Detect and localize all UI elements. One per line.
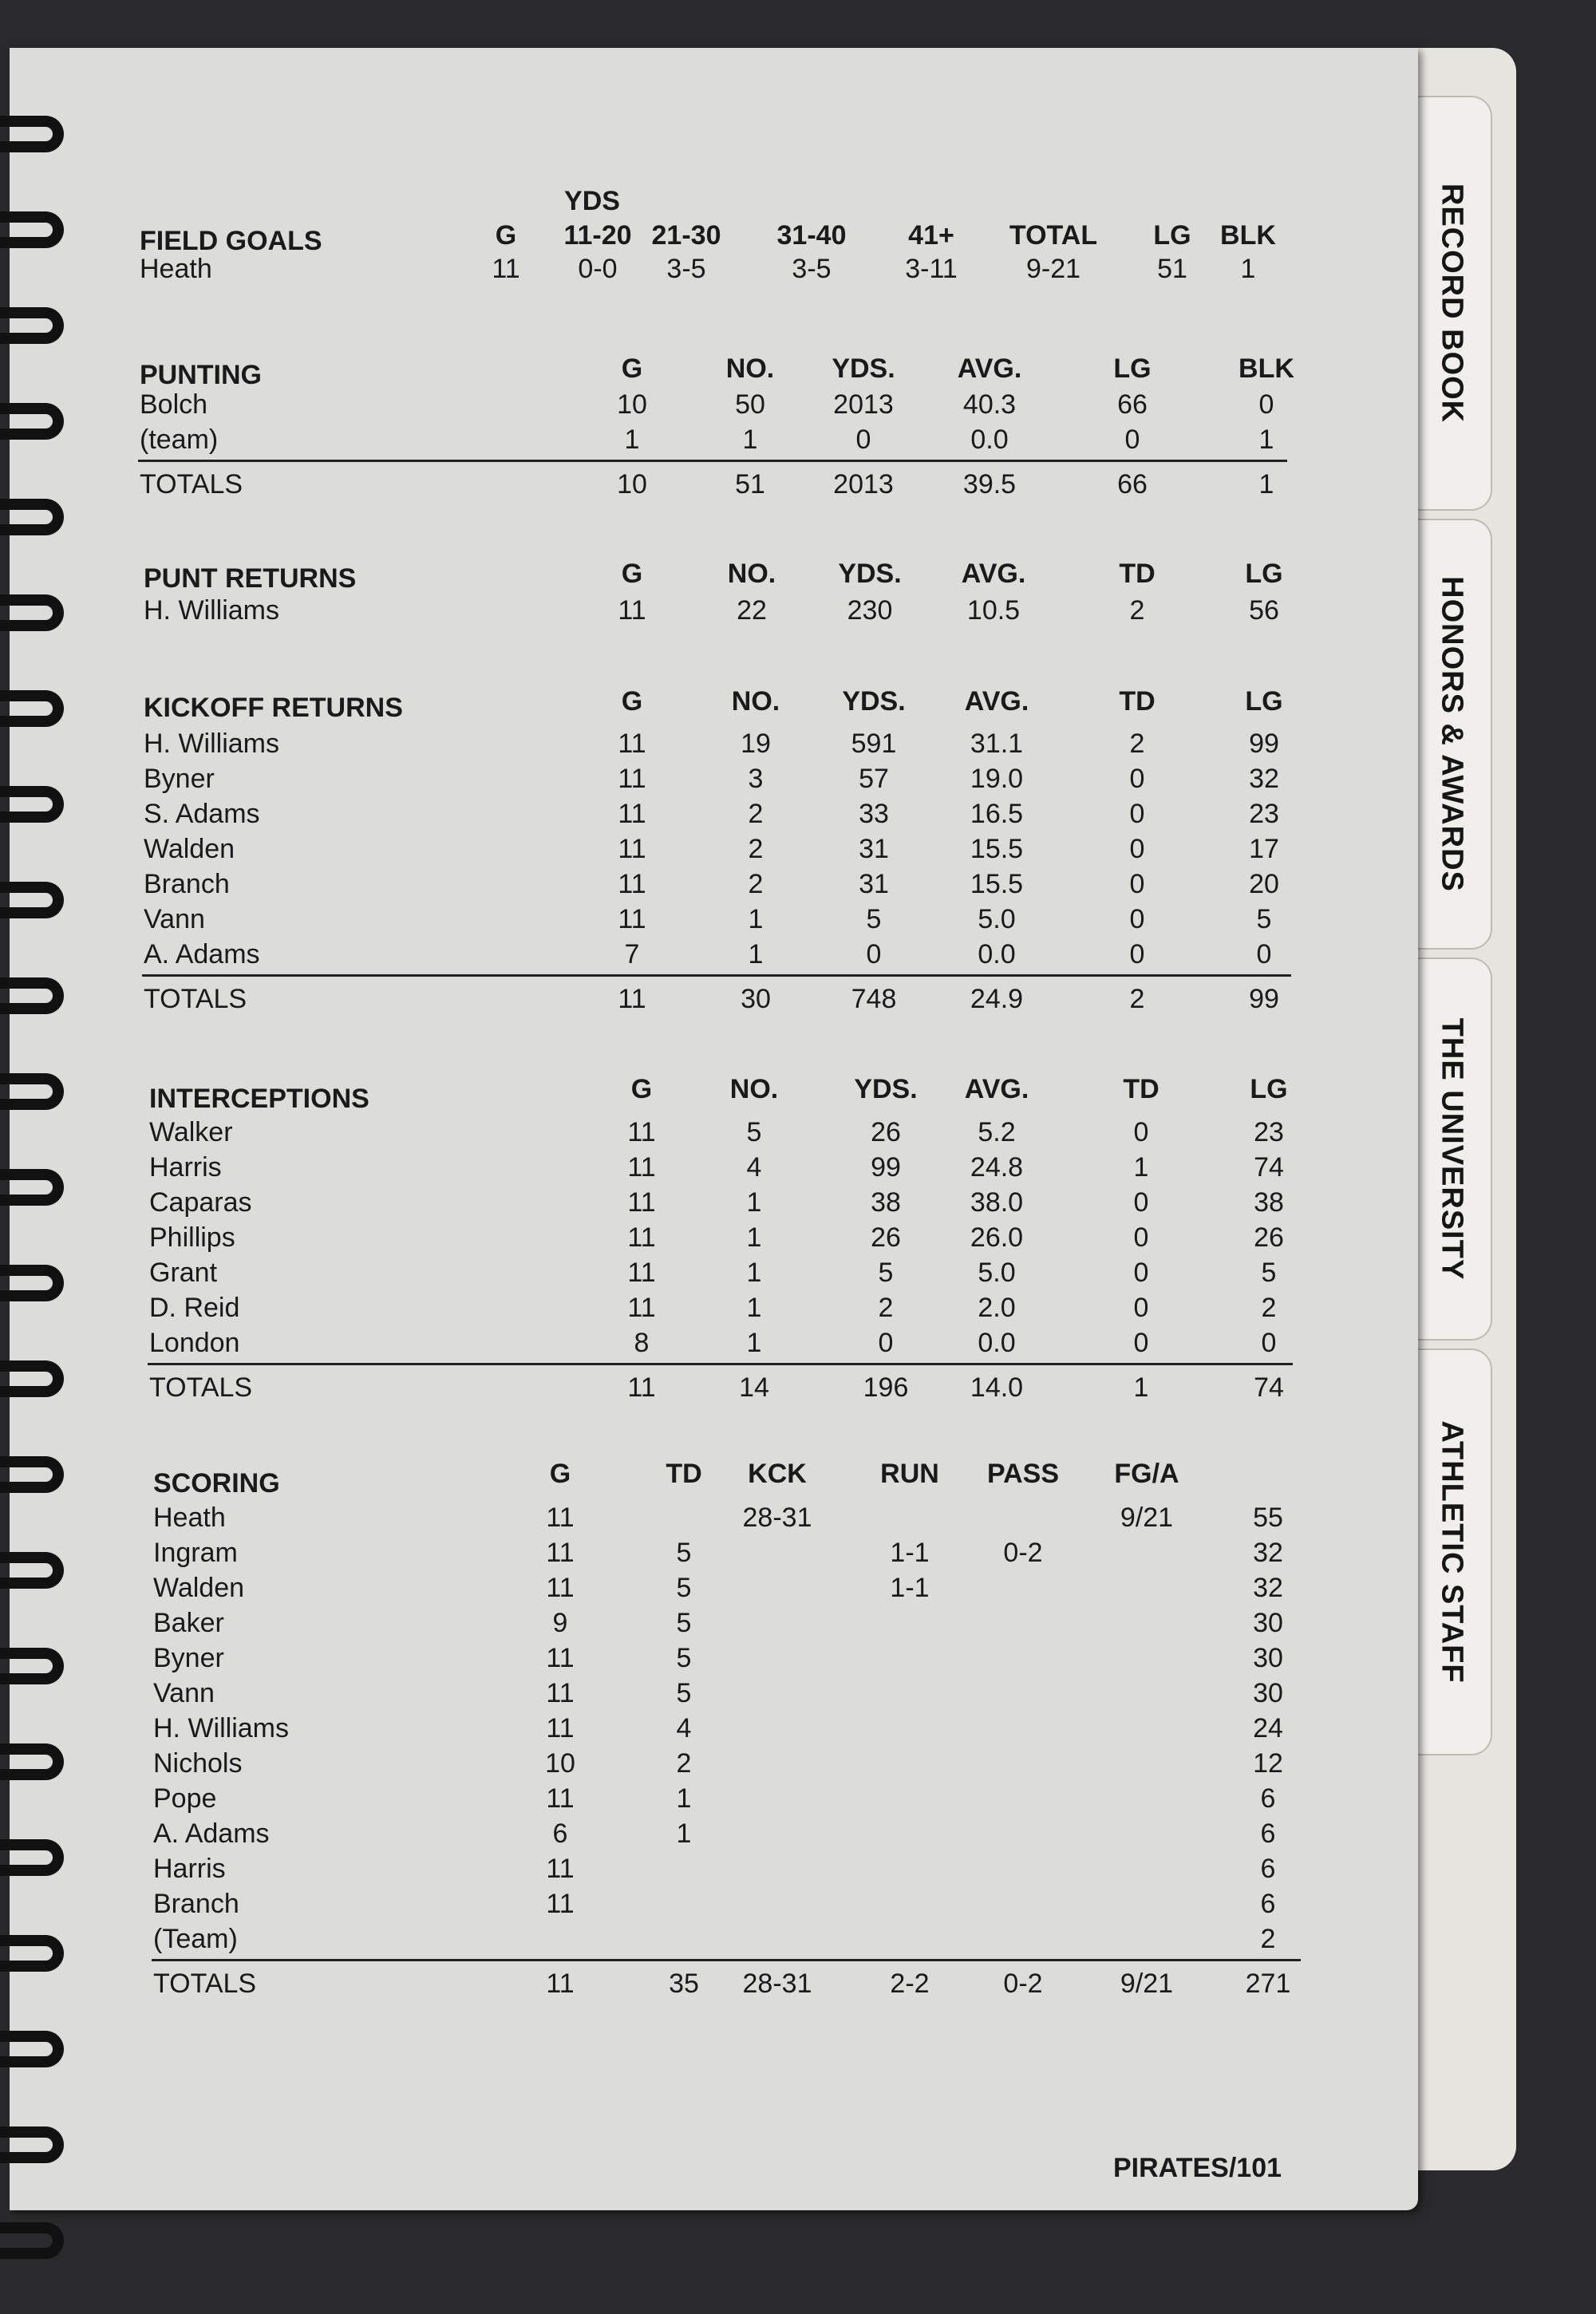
- kickoff_returns-cell: 7: [624, 939, 640, 969]
- interceptions-cell: 26: [871, 1222, 901, 1253]
- tab-the-university[interactable]: [1412, 958, 1492, 1341]
- kickoff_returns-cell: 15.5: [970, 869, 1024, 899]
- kickoff_returns-cell: 11: [618, 834, 646, 864]
- punting-cell: 1: [742, 424, 758, 455]
- scoring-cell: 11: [546, 1678, 575, 1708]
- kickoff_returns-cell: 19.0: [970, 764, 1024, 794]
- scoring-cell: 32: [1253, 1573, 1283, 1603]
- scoring-row-name: A. Adams: [153, 1818, 270, 1849]
- punting-totals-label: TOTALS: [140, 469, 243, 500]
- scoring-col-header: FG/A: [1114, 1459, 1179, 1489]
- interceptions-cell: 5: [1261, 1258, 1277, 1288]
- punt_returns-cell: 10.5: [966, 595, 1021, 626]
- page-footer: PIRATES/101: [1113, 2153, 1282, 2183]
- scoring-row-name: Heath: [153, 1503, 226, 1533]
- punt_returns-col-header: TD: [1119, 559, 1156, 589]
- scoring-col-header: PASS: [986, 1459, 1060, 1489]
- scoring-cell: 5: [676, 1678, 692, 1708]
- scoring-row-name: Branch: [153, 1889, 239, 1919]
- scoring-cell: 1-1: [890, 1573, 930, 1603]
- scoring-cell: 11: [546, 1643, 575, 1673]
- punt_returns-col-header: LG: [1245, 559, 1283, 589]
- kickoff_returns-cell: 11: [618, 764, 646, 794]
- kickoff_returns-cell: 0: [1129, 904, 1145, 934]
- kickoff_returns-cell: 1: [748, 904, 764, 934]
- interceptions-cell: 11: [627, 1117, 656, 1147]
- interceptions-totals-cell: 74: [1254, 1372, 1284, 1403]
- scoring-cell: 10: [545, 1748, 575, 1779]
- scoring-cell: 5: [676, 1538, 692, 1568]
- scoring-totals-cell: 271: [1245, 1968, 1291, 1999]
- scoring-totals-cell: 11: [546, 1968, 575, 1999]
- field_goals-cell: 3-5: [666, 254, 706, 284]
- kickoff_returns-totals-cell: 11: [618, 984, 646, 1014]
- punting-cell: 0.0: [970, 424, 1009, 455]
- interceptions-cell: 26: [1254, 1222, 1284, 1253]
- scoring-cell: 4: [676, 1713, 692, 1743]
- scoring-row-name: H. Williams: [153, 1713, 289, 1743]
- kickoff_returns-cell: 31: [859, 834, 889, 864]
- interceptions-cell: 74: [1254, 1152, 1284, 1183]
- punting-totals-cell: 10: [617, 469, 647, 500]
- scoring-cell: 11: [546, 1503, 575, 1533]
- binding-ring: [0, 1360, 64, 1397]
- scoring-cell: 12: [1253, 1748, 1283, 1779]
- scoring-cell: 24: [1253, 1713, 1283, 1743]
- interceptions-cell: 0: [1133, 1117, 1149, 1147]
- kickoff_returns-cell: 19: [741, 729, 771, 759]
- kickoff_returns-cell: 2: [748, 869, 764, 899]
- binding-ring: [0, 786, 64, 823]
- scoring-totals-rule: [152, 1959, 1301, 1961]
- kickoff_returns-cell: 31: [859, 869, 889, 899]
- interceptions-cell: 0: [1133, 1187, 1149, 1218]
- interceptions-cell: 1: [746, 1258, 762, 1288]
- kickoff_returns-cell: 11: [618, 869, 646, 899]
- kickoff_returns-totals-cell: 748: [851, 984, 897, 1014]
- scoring-col-header: G: [549, 1459, 571, 1489]
- interceptions-col-header: YDS.: [854, 1074, 918, 1104]
- punt_returns-cell: 230: [847, 595, 893, 626]
- scoring-cell: 1-1: [890, 1538, 930, 1568]
- scoring-cell: 11: [546, 1889, 575, 1919]
- punting-cell: 40.3: [962, 389, 1017, 420]
- tab-label: HONORS & AWARDS: [1435, 576, 1469, 892]
- interceptions-cell: 1: [1133, 1152, 1149, 1183]
- punting-col-header: G: [621, 353, 643, 384]
- binding-ring: [0, 1839, 64, 1876]
- kickoff_returns-cell: 99: [1249, 729, 1279, 759]
- kickoff_returns-cell: 20: [1249, 869, 1279, 899]
- interceptions-cell: 26.0: [970, 1222, 1024, 1253]
- stats-page: [10, 48, 1418, 2210]
- punting-cell: 1: [1258, 424, 1274, 455]
- kickoff_returns-totals-label: TOTALS: [144, 984, 247, 1014]
- scoring-row-name: Byner: [153, 1643, 224, 1673]
- punt_returns-cell: 11: [618, 595, 646, 626]
- scoring-cell: 9/21: [1120, 1503, 1174, 1533]
- interceptions-row-name: Grant: [149, 1258, 218, 1288]
- field_goals-cell: 3-5: [792, 254, 832, 284]
- binding-ring: [0, 1935, 64, 1972]
- field_goals-col-header: 31-40: [776, 220, 847, 251]
- field_goals-cell: 1: [1240, 254, 1256, 284]
- tab-honors-awards[interactable]: [1412, 519, 1492, 950]
- kickoff_returns-cell: 5.0: [978, 904, 1016, 934]
- kickoff_returns-cell: 33: [859, 799, 889, 829]
- field_goals-col-header: 11-20: [563, 220, 632, 251]
- interceptions-cell: 5.0: [978, 1258, 1016, 1288]
- kickoff_returns-cell: 0: [866, 939, 882, 969]
- interceptions-cell: 38: [1254, 1187, 1284, 1218]
- scoring-cell: 55: [1253, 1503, 1283, 1533]
- interceptions-cell: 2: [878, 1293, 894, 1323]
- interceptions-cell: 4: [746, 1152, 762, 1183]
- binding-ring: [0, 1265, 64, 1301]
- tab-label: ATHLETIC STAFF: [1435, 1420, 1469, 1684]
- punting-totals-cell: 51: [735, 469, 765, 500]
- binding-ring: [0, 977, 64, 1014]
- interceptions-totals-cell: 11: [627, 1372, 656, 1403]
- kickoff_returns-row-name: Vann: [144, 904, 205, 934]
- punt_returns-cell: 2: [1129, 595, 1145, 626]
- scoring-row-name: (Team): [153, 1924, 238, 1954]
- scoring-cell: 1: [676, 1783, 692, 1814]
- binding-ring: [0, 594, 64, 631]
- punt_returns-col-header: AVG.: [961, 559, 1026, 589]
- kickoff_returns-cell: 0: [1129, 869, 1145, 899]
- punting-col-header: AVG.: [957, 353, 1022, 384]
- kickoff_returns-cell: 0: [1129, 834, 1145, 864]
- binding-ring: [0, 1552, 64, 1589]
- interceptions-cell: 0: [1133, 1258, 1149, 1288]
- kickoff_returns-cell: 15.5: [970, 834, 1024, 864]
- field_goals-cell: 51: [1157, 254, 1187, 284]
- punt_returns-title: PUNT RETURNS: [144, 563, 357, 594]
- scoring-cell: 6: [552, 1818, 568, 1849]
- interceptions-cell: 11: [627, 1152, 656, 1183]
- scoring-cell: 6: [1260, 1889, 1276, 1919]
- scoring-cell: 5: [676, 1608, 692, 1638]
- kickoff_returns-row-name: H. Williams: [144, 729, 279, 759]
- scoring-cell: 5: [676, 1573, 692, 1603]
- interceptions-cell: 5: [878, 1258, 894, 1288]
- field_goals-cell: 11: [492, 254, 520, 284]
- kickoff_returns-cell: 591: [851, 729, 897, 759]
- kickoff_returns-cell: 5: [866, 904, 882, 934]
- interceptions-title: INTERCEPTIONS: [149, 1084, 369, 1114]
- interceptions-cell: 11: [627, 1222, 656, 1253]
- interceptions-cell: 38.0: [970, 1187, 1024, 1218]
- kickoff_returns-totals-cell: 99: [1249, 984, 1279, 1014]
- kickoff_returns-cell: 0: [1129, 764, 1145, 794]
- punting-col-header: NO.: [725, 353, 775, 384]
- interceptions-cell: 0: [1133, 1293, 1149, 1323]
- punt_returns-col-header: NO.: [727, 559, 776, 589]
- interceptions-cell: 2: [1261, 1293, 1277, 1323]
- interceptions-cell: 0: [1261, 1328, 1277, 1358]
- interceptions-cell: 0.0: [978, 1328, 1016, 1358]
- scoring-cell: 11: [546, 1783, 575, 1814]
- punting-totals-cell: 1: [1258, 469, 1274, 500]
- binding-ring: [0, 882, 64, 918]
- punting-cell: 50: [735, 389, 765, 420]
- field_goals-cell: 3-11: [905, 254, 958, 284]
- punting-col-header: YDS.: [832, 353, 895, 384]
- scoring-row-name: Harris: [153, 1854, 226, 1884]
- kickoff_returns-totals-cell: 24.9: [970, 984, 1024, 1014]
- interceptions-cell: 1: [746, 1222, 762, 1253]
- field_goals-col-header: G: [495, 220, 517, 251]
- interceptions-row-name: Phillips: [149, 1222, 235, 1253]
- field_goals-col-header: 21-30: [651, 220, 721, 251]
- kickoff_returns-totals-cell: 30: [741, 984, 771, 1014]
- interceptions-cell: 1: [746, 1187, 762, 1218]
- field_goals-title: FIELD GOALS: [140, 226, 322, 256]
- kickoff_returns-col-header: LG: [1245, 686, 1283, 717]
- scoring-cell: 28-31: [742, 1503, 812, 1533]
- tab-record-book[interactable]: [1412, 96, 1492, 511]
- interceptions-cell: 11: [627, 1293, 656, 1323]
- interceptions-cell: 23: [1254, 1117, 1284, 1147]
- interceptions-col-header: TD: [1123, 1074, 1159, 1104]
- punt_returns-row-name: H. Williams: [144, 595, 279, 626]
- scoring-cell: 0-2: [1003, 1538, 1043, 1568]
- kickoff_returns-totals-cell: 2: [1129, 984, 1145, 1014]
- kickoff_returns-col-header: YDS.: [842, 686, 906, 717]
- scoring-cell: 30: [1253, 1643, 1283, 1673]
- field_goals-col-header: BLK: [1220, 220, 1276, 251]
- interceptions-totals-cell: 14: [739, 1372, 769, 1403]
- interceptions-cell: 5.2: [978, 1117, 1016, 1147]
- scoring-cell: 32: [1253, 1538, 1283, 1568]
- punting-col-header: BLK: [1238, 353, 1294, 384]
- scoring-totals-cell: 35: [669, 1968, 699, 1999]
- punting-col-header: LG: [1113, 353, 1152, 384]
- binding-ring: [0, 2222, 64, 2259]
- punting-cell: 66: [1117, 389, 1148, 420]
- interceptions-cell: 1: [746, 1328, 762, 1358]
- scoring-row-name: Vann: [153, 1678, 215, 1708]
- kickoff_returns-cell: 2: [748, 799, 764, 829]
- kickoff_returns-title: KICKOFF RETURNS: [144, 693, 403, 723]
- binding-ring: [0, 1456, 64, 1493]
- binding-ring: [0, 2126, 64, 2163]
- kickoff_returns-cell: 0: [1129, 939, 1145, 969]
- punting-totals-cell: 2013: [833, 469, 894, 500]
- interceptions-cell: 5: [746, 1117, 762, 1147]
- kickoff_returns-cell: 5: [1256, 904, 1272, 934]
- scoring-row-name: Baker: [153, 1608, 224, 1638]
- kickoff_returns-row-name: Branch: [144, 869, 230, 899]
- scoring-col-header: TD: [666, 1459, 702, 1489]
- binding-ring: [0, 211, 64, 248]
- binding-ring: [0, 307, 64, 344]
- punting-row-name: (team): [140, 424, 219, 455]
- interceptions-cell: 0: [1133, 1328, 1149, 1358]
- scoring-cell: 6: [1260, 1783, 1276, 1814]
- kickoff_returns-cell: 11: [618, 799, 646, 829]
- scoring-cell: 1: [676, 1818, 692, 1849]
- interceptions-cell: 2.0: [978, 1293, 1016, 1323]
- field_goals-col-header: LG: [1153, 220, 1191, 251]
- field_goals-cell: 0-0: [578, 254, 618, 284]
- interceptions-row-name: Caparas: [149, 1187, 252, 1218]
- scoring-totals-cell: 2-2: [890, 1968, 930, 1999]
- punting-totals-rule: [138, 460, 1287, 462]
- interceptions-totals-label: TOTALS: [149, 1372, 253, 1403]
- binding-ring: [0, 690, 64, 727]
- binding-ring: [0, 1743, 64, 1780]
- kickoff_returns-cell: 17: [1249, 834, 1279, 864]
- scoring-cell: 11: [546, 1713, 575, 1743]
- punting-totals-cell: 66: [1117, 469, 1148, 500]
- scoring-cell: 30: [1253, 1678, 1283, 1708]
- interceptions-totals-cell: 1: [1133, 1372, 1149, 1403]
- scoring-cell: 11: [546, 1854, 575, 1884]
- interceptions-row-name: D. Reid: [149, 1293, 240, 1323]
- scoring-col-header: KCK: [748, 1459, 807, 1489]
- interceptions-totals-cell: 14.0: [970, 1372, 1024, 1403]
- binding-ring: [0, 499, 64, 535]
- kickoff_returns-cell: 11: [618, 904, 646, 934]
- kickoff_returns-col-header: AVG.: [964, 686, 1029, 717]
- punting-row-name: Bolch: [140, 389, 208, 420]
- interceptions-cell: 26: [871, 1117, 901, 1147]
- scoring-cell: 9: [552, 1608, 568, 1638]
- kickoff_returns-col-header: NO.: [731, 686, 780, 717]
- interceptions-cell: 11: [627, 1187, 656, 1218]
- scoring-row-name: Ingram: [153, 1538, 238, 1568]
- scoring-totals-cell: 0-2: [1003, 1968, 1043, 1999]
- scoring-cell: 11: [546, 1573, 575, 1603]
- tab-label: RECORD BOOK: [1435, 183, 1469, 424]
- kickoff_returns-cell: 1: [748, 939, 764, 969]
- interceptions-col-header: NO.: [729, 1074, 779, 1104]
- binding-ring: [0, 1648, 64, 1684]
- kickoff_returns-cell: 0: [1256, 939, 1272, 969]
- punt_returns-col-header: YDS.: [838, 559, 902, 589]
- field_goals-cell: 9-21: [1025, 254, 1081, 284]
- kickoff_returns-cell: 11: [618, 729, 646, 759]
- punting-cell: 10: [617, 389, 647, 420]
- interceptions-cell: 0: [878, 1328, 894, 1358]
- interceptions-row-name: London: [149, 1328, 240, 1358]
- kickoff_returns-col-header: G: [621, 686, 643, 717]
- kickoff_returns-row-name: S. Adams: [144, 799, 260, 829]
- interceptions-totals-rule: [148, 1363, 1293, 1365]
- field-goals-yds-label: YDS: [564, 186, 620, 216]
- punting-totals-cell: 39.5: [962, 469, 1017, 500]
- punting-title: PUNTING: [140, 360, 262, 390]
- interceptions-cell: 99: [871, 1152, 901, 1183]
- interceptions-cell: 1: [746, 1293, 762, 1323]
- kickoff_returns-col-header: TD: [1119, 686, 1156, 717]
- kickoff_returns-cell: 16.5: [970, 799, 1024, 829]
- field_goals-col-header: 41+: [908, 220, 954, 251]
- binding-ring: [0, 1169, 64, 1206]
- scoring-cell: 30: [1253, 1608, 1283, 1638]
- interceptions-cell: 11: [627, 1258, 656, 1288]
- scoring-cell: 5: [676, 1643, 692, 1673]
- binding-ring: [0, 116, 64, 152]
- kickoff_returns-row-name: Walden: [144, 834, 235, 864]
- punt_returns-cell: 22: [737, 595, 767, 626]
- interceptions-cell: 38: [871, 1187, 901, 1218]
- scoring-title: SCORING: [153, 1468, 280, 1499]
- punting-cell: 0: [1124, 424, 1140, 455]
- scoring-cell: 2: [1260, 1924, 1276, 1954]
- scoring-cell: 6: [1260, 1818, 1276, 1849]
- scoring-row-name: Nichols: [153, 1748, 243, 1779]
- tab-label: THE UNIVERSITY: [1435, 1017, 1469, 1281]
- interceptions-col-header: LG: [1250, 1074, 1288, 1104]
- binding-ring: [0, 403, 64, 440]
- kickoff_returns-cell: 3: [748, 764, 764, 794]
- kickoff_returns-cell: 23: [1249, 799, 1279, 829]
- interceptions-col-header: AVG.: [964, 1074, 1029, 1104]
- scoring-col-header: RUN: [880, 1459, 939, 1489]
- scoring-totals-cell: 9/21: [1120, 1968, 1174, 1999]
- scoring-totals-label: TOTALS: [153, 1968, 257, 1999]
- scoring-cell: 6: [1260, 1854, 1276, 1884]
- kickoff_returns-totals-rule: [142, 974, 1291, 977]
- scoring-totals-cell: 28-31: [742, 1968, 812, 1999]
- binding-ring: [0, 2031, 64, 2067]
- interceptions-col-header: G: [630, 1074, 653, 1104]
- binding-ring: [0, 1073, 64, 1110]
- interceptions-cell: 0: [1133, 1222, 1149, 1253]
- scoring-row-name: Pope: [153, 1783, 217, 1814]
- kickoff_returns-cell: 2: [1129, 729, 1145, 759]
- punting-cell: 2013: [833, 389, 894, 420]
- interceptions-row-name: Walker: [149, 1117, 233, 1147]
- interceptions-row-name: Harris: [149, 1152, 222, 1183]
- kickoff_returns-cell: 0: [1129, 799, 1145, 829]
- punting-cell: 1: [624, 424, 640, 455]
- punt_returns-col-header: G: [621, 559, 643, 589]
- scoring-cell: 2: [676, 1748, 692, 1779]
- scoring-cell: 11: [546, 1538, 575, 1568]
- kickoff_returns-cell: 32: [1249, 764, 1279, 794]
- field_goals-row-name: Heath: [140, 254, 212, 284]
- kickoff_returns-cell: 57: [859, 764, 889, 794]
- field_goals-col-header: TOTAL: [1009, 220, 1098, 251]
- kickoff_returns-cell: 2: [748, 834, 764, 864]
- kickoff_returns-row-name: Byner: [144, 764, 215, 794]
- punt_returns-cell: 56: [1249, 595, 1279, 626]
- kickoff_returns-cell: 0.0: [978, 939, 1016, 969]
- punting-cell: 0: [1258, 389, 1274, 420]
- interceptions-totals-cell: 196: [863, 1372, 909, 1403]
- kickoff_returns-cell: 31.1: [970, 729, 1024, 759]
- tab-athletic-staff[interactable]: [1412, 1349, 1492, 1755]
- interceptions-cell: 8: [634, 1328, 650, 1358]
- punting-cell: 0: [855, 424, 871, 455]
- interceptions-cell: 24.8: [970, 1152, 1024, 1183]
- kickoff_returns-row-name: A. Adams: [144, 939, 260, 969]
- scoring-row-name: Walden: [153, 1573, 245, 1603]
